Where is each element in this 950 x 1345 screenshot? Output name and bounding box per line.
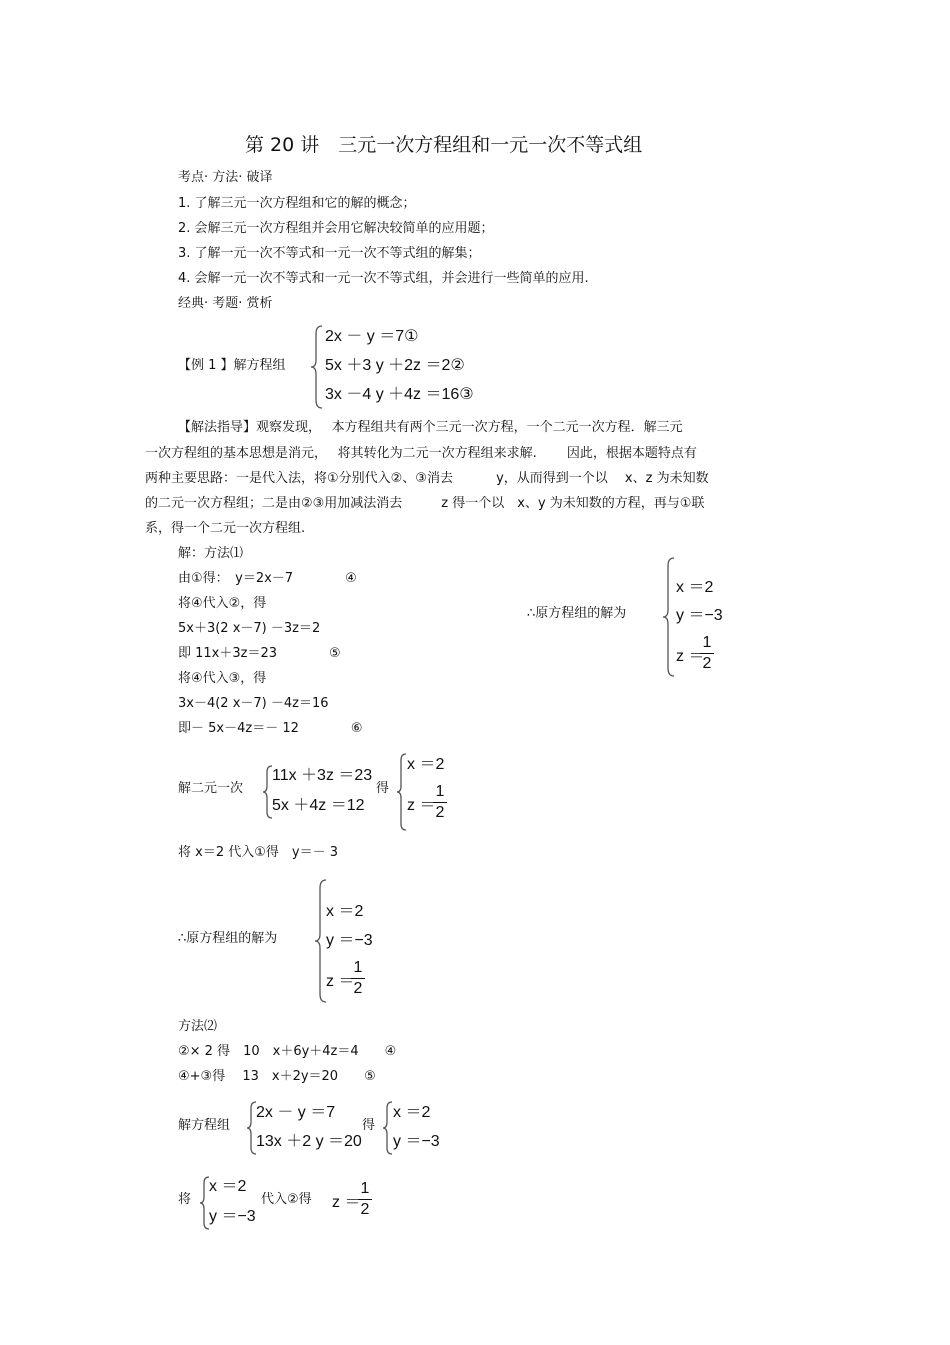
result-z: z ＝ [407,797,436,814]
answer-x: x ＝2 [326,903,364,920]
guide-line: 的二元一次方程组；二是由②③用加减法消去 z 得一个以 x、y 为未知数的方程，再与①联 [145,496,705,511]
guide-line: 一次方程组的基本思想是消元， 将其转化为二元一次方程组来求解. 因此，根据本题特点有 [145,446,697,461]
method1-line: 3x－4(2 x－7) －4z＝16 [178,696,329,711]
method1-heading: 解：方法⑴ [178,546,244,561]
substitute-line: 将 x＝2 代入①得 y＝－ 3 [178,845,338,860]
system-eq-1: 11x ＋3z ＝23 [272,767,373,784]
system-eq-2: 5x ＋4z ＝12 [272,797,365,814]
result-x: x ＝2 [407,756,445,773]
z-equals: z ＝ [332,1194,361,1211]
side-answer-label: ∴原方程组的解为 [527,606,627,621]
page-title: 第 20 讲 三元一次方程组和一元一次不等式组 [245,134,643,156]
substitute-x: x ＝2 [209,1178,247,1195]
equation-1: 2x － y ＝7① [325,328,419,345]
fraction-one-half: 1 2 [700,634,714,673]
result-y: y ＝−3 [393,1133,440,1150]
method2-line: ②× 2 得 10 x＋6y＋4z＝4 ④ [178,1044,397,1059]
guide-line: 【解法指导】观察发现， 本方程组共有两个三元一次方程，一个二元一次方程．解三元 [178,420,683,435]
side-answer-x: x ＝2 [676,579,714,596]
fraction-one-half: 1 2 [358,1180,372,1219]
equation-3: 3x －4 y ＋4z ＝16③ [325,386,474,403]
method1-line: 5x＋3(2 x－7) －3z＝2 [178,621,321,636]
point-item: 3. 了解一元一次不等式和一元一次不等式组的解集； [178,246,481,261]
result-x: x ＝2 [393,1104,431,1121]
answer-z: z ＝ [326,973,355,990]
substitute-label: 将 [178,1192,192,1207]
method2-line: ④+③得 13 x＋2y＝20 ⑤ [178,1069,376,1084]
section-heading-examples: 经典· 考题· 赏析 [178,296,273,311]
solve-label: 解方程组 [178,1118,231,1133]
answer-label: ∴原方程组的解为 [178,931,278,946]
guide-line: 两种主要思路：一是代入法，将①分别代入②、③消去 y，从而得到一个以 x、z 为未知数 [145,471,709,486]
substitute-y: y ＝−3 [209,1208,256,1225]
method1-line: 即 11x＋3z＝23 ⑤ [178,646,341,661]
substitute-text: 代入②得 [261,1192,312,1207]
point-item: 2. 会解三元一次方程组并会用它解决较简单的应用题； [178,221,494,236]
de-text: 得 [376,781,390,796]
fraction-one-half: 1 2 [433,783,447,822]
fraction-one-half: 1 2 [351,959,365,998]
method1-line: 将④代入③，得 [178,671,267,686]
solve-label: 解二元一次 [178,781,244,796]
system-eq-2: 13x ＋2 y ＝20 [256,1133,362,1150]
method1-line: 即－ 5x－4z＝－ 12 ⑥ [178,721,363,736]
section-heading-points: 考点· 方法· 破译 [178,170,273,185]
left-brace-icon [662,556,676,678]
point-item: 1. 了解三元一次方程组和它的解的概念； [178,196,416,211]
guide-line: 系，得一个二元一次方程组. [145,521,306,536]
de-text: 得 [362,1118,376,1133]
point-item: 4. 会解一元一次不等式和一元一次不等式组，并会进行一些简单的应用. [178,271,589,286]
left-brace-icon [310,324,324,410]
method1-line: 将④代入②，得 [178,596,267,611]
side-answer-z: z ＝ [676,648,705,665]
side-answer-y: y ＝−3 [676,607,723,624]
answer-y: y ＝−3 [326,932,373,949]
method2-heading: 方法⑵ [178,1019,218,1034]
method1-line: 由①得： y＝2x－7 ④ [178,571,357,586]
equation-2: 5x ＋3 y ＋2z ＝2② [325,357,465,374]
system-eq-1: 2x － y ＝7 [256,1104,336,1121]
example-label: 【例 1 】解方程组 [178,358,286,373]
